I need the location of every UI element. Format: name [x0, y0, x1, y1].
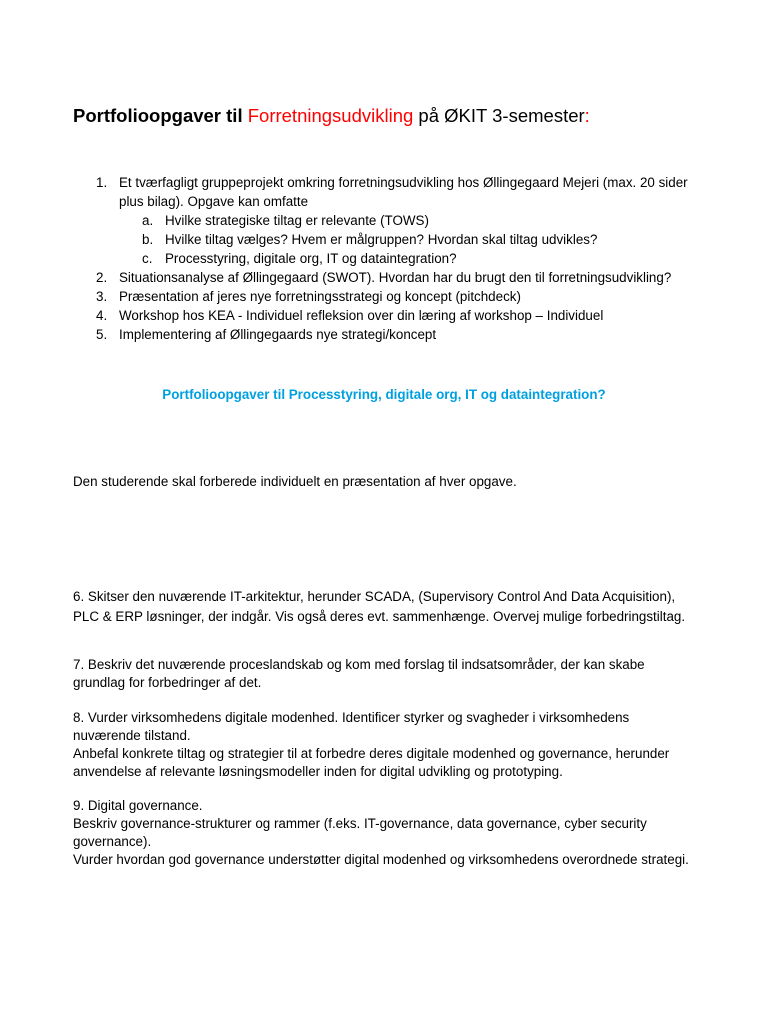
- list-subitem-text: Processtyring, digitale org, IT og dataintegration?: [165, 251, 457, 266]
- list-subitem-text: Hvilke strategiske tiltag er relevante (TOWS): [165, 213, 429, 228]
- task-9-line-2: Beskriv governance-strukturer og rammer (f.eks. IT-governance, data governance, cyber security governance).: [73, 816, 647, 849]
- list-subitem-text: Hvilke tiltag vælges? Hvem er målgruppen? Hvordan skal tiltag udvikles?: [165, 232, 598, 247]
- task-9-line-1: 9. Digital governance.: [73, 798, 203, 813]
- list-item-number: 2.: [96, 270, 108, 285]
- list-item-text: Præsentation af jeres nye forretningsstrategi og koncept (pitchdeck): [119, 289, 521, 304]
- section-subheading: Portfolioopgaver til Processtyring, digitale org, IT og dataintegration?: [162, 387, 606, 402]
- title-colon: :: [584, 105, 590, 126]
- list-subitem: [73, 249, 703, 268]
- intro-paragraph: Den studerende skal forberede individuelt en præsentation af hver opgave.: [73, 474, 517, 489]
- list-item-number: 4.: [96, 308, 108, 323]
- title-subject: Forretningsudvikling: [247, 105, 414, 126]
- task-8-line-1: 8. Vurder virksomhedens digitale modenhed. Identificer styrker og svagheder i virksomhedens nuværende tilstand.: [73, 710, 630, 743]
- list-item-text: Implementering af Øllingegaards nye strategi/koncept: [119, 327, 437, 342]
- list-item: [73, 173, 703, 211]
- list-subitem-letter: c.: [142, 251, 153, 266]
- list-item-text: Workshop hos KEA - Individuel refleksion over din læring af workshop – Individuel: [119, 308, 604, 323]
- task-9-paragraph: [73, 797, 693, 869]
- list-item: [73, 306, 703, 325]
- list-item-number: 3.: [96, 289, 108, 304]
- title-suffix: på ØKIT 3-semester: [413, 105, 585, 126]
- list-item-text: Et tværfagligt gruppeprojekt omkring forretningsudvikling hos Øllingegaard Mejeri (max. 20 sider plus bilag). Opgave kan omfatte: [119, 175, 688, 209]
- list-subitem-letter: b.: [142, 232, 154, 247]
- task-8-paragraph: [73, 709, 693, 781]
- title-prefix: Portfolioopgaver til: [73, 105, 248, 126]
- assignment-list: [73, 173, 703, 344]
- page-title: [73, 104, 590, 128]
- list-item: [73, 325, 703, 344]
- list-item: [73, 268, 703, 287]
- task-7-paragraph: 7. Beskriv det nuværende proceslandskab og kom med forslag til indsatsområder, der kan skabe grundlag for forbedringer af det.: [73, 657, 645, 690]
- list-item-text: Situationsanalyse af Øllingegaard (SWOT). Hvordan har du brugt den til forretningsudvikling?: [119, 270, 672, 285]
- task-6-paragraph: 6. Skitser den nuværende IT-arkitektur, herunder SCADA, (Supervisory Control And Data Acquisition), PLC & ERP løsninger, der indgår. Vis også deres evt. sammenhænge. Overvej mulige forbedringstiltag.: [73, 589, 686, 624]
- list-subitem: [73, 230, 703, 249]
- list-subitem: [73, 211, 703, 230]
- list-item: [73, 287, 703, 306]
- list-subitem-letter: a.: [142, 213, 154, 228]
- list-item-number: 5.: [96, 327, 108, 342]
- task-9-line-3: Vurder hvordan god governance understøtter digital modenhed og virksomhedens overordnede strategi.: [73, 852, 689, 867]
- list-item-number: 1.: [96, 175, 108, 190]
- task-8-line-2: Anbefal konkrete tiltag og strategier til at forbedre deres digitale modenhed og governance, herunder anvendelse af relevante løsningsmodeller inden for digital udvikling og prototyping.: [73, 746, 670, 779]
